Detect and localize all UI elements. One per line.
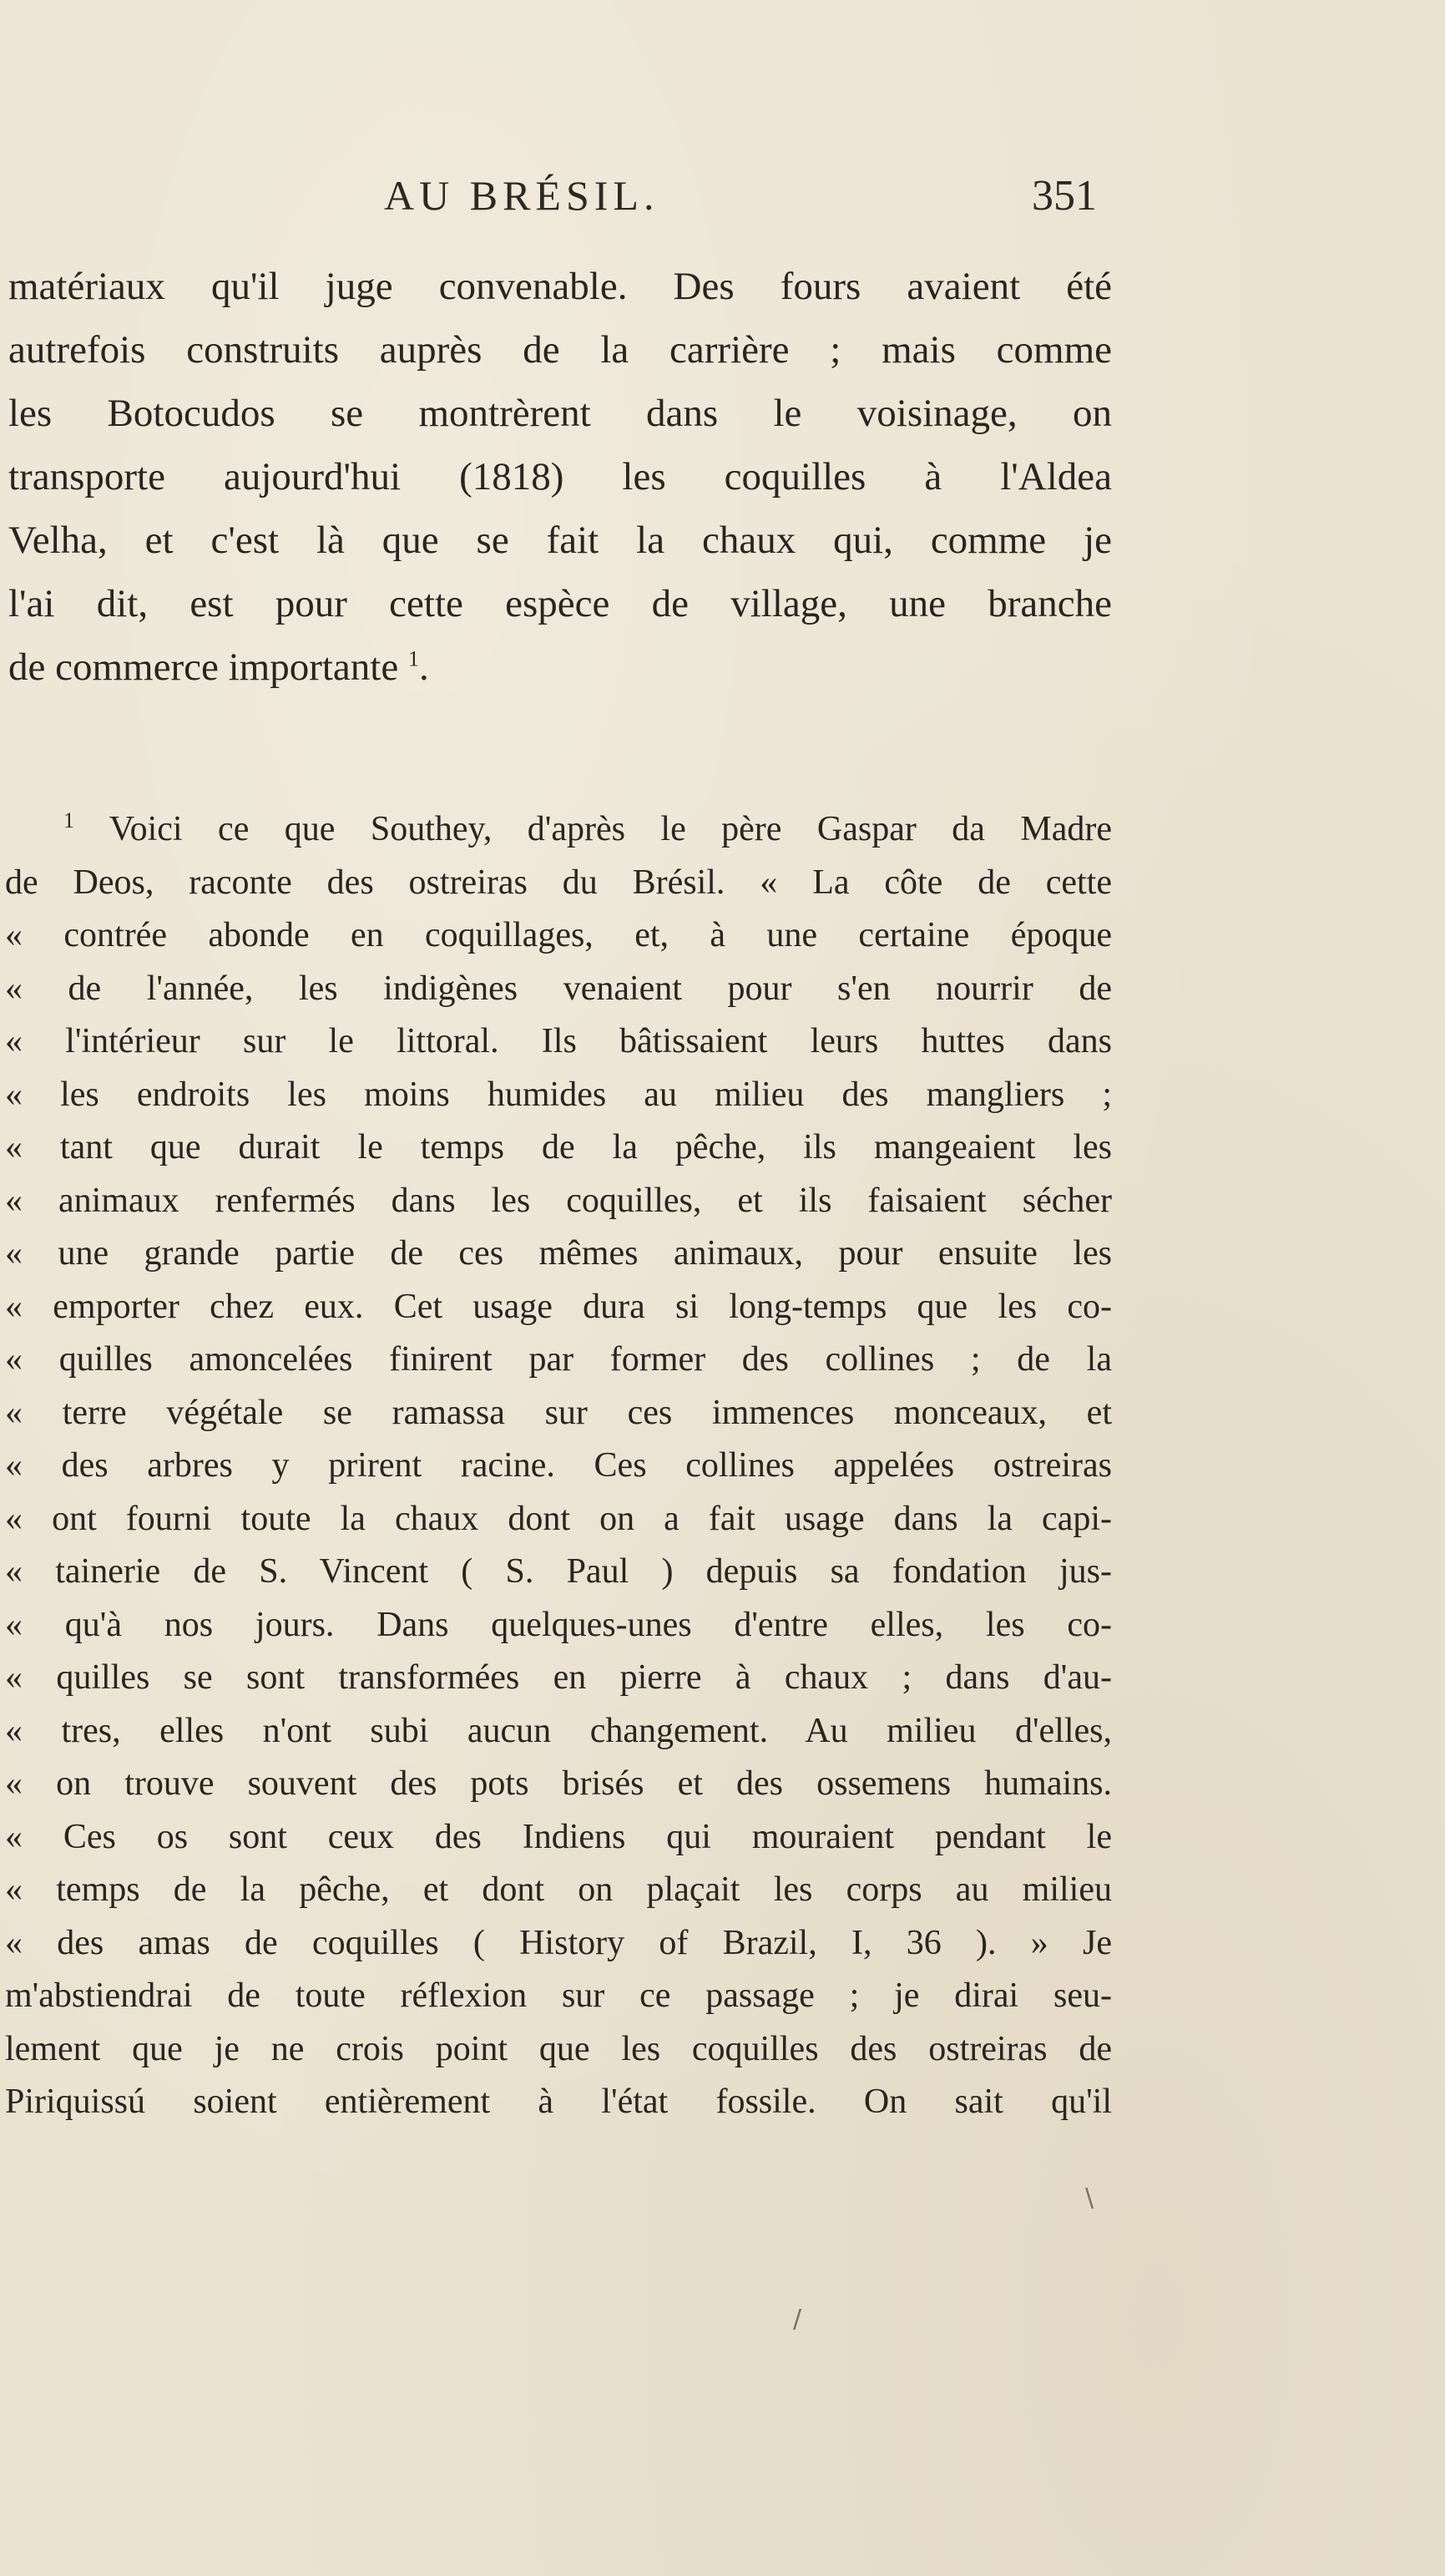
footnote-line: « tres, elles n'ont subi aucun changement. Au milieu d'elles,	[5, 1711, 1112, 1750]
text-line: transporte aujourd'hui (1818) les coquilles à l'Aldea	[8, 455, 1112, 498]
footnote-line: « ont fourni toute la chaux dont on a fait usage dans la capi-	[5, 1499, 1112, 1538]
text-line-last: de commerce importante $^1$.	[8, 645, 429, 689]
footnote-line: « une grande partie de ces mêmes animaux, pour ensuite les	[5, 1234, 1112, 1273]
text-line: l'ai dit, est pour cette espèce de village, une branche	[8, 582, 1112, 625]
page-header	[0, 171, 1445, 238]
footnote-line: « animaux renfermés dans les coquilles, et ils faisaient sécher	[5, 1181, 1112, 1220]
footnote-line: « de l'année, les indigènes venaient pour s'en nourrir de	[5, 969, 1112, 1008]
footnote-line: de Deos, raconte des ostreiras du Brésil. « La côte de cette	[5, 863, 1112, 902]
footnote-line: « temps de la pêche, et dont on plaçait les corps au milieu	[5, 1870, 1112, 1909]
text-line-content: de commerce importante	[8, 645, 399, 689]
footnote-line-first	[5, 803, 1112, 857]
footnote-line: « on trouve souvent des pots brisés et des ossemens humains.	[5, 1764, 1112, 1803]
footnote-line: « l'intérieur sur le littoral. Ils bâtissaient leurs huttes dans	[5, 1022, 1112, 1060]
text-line: Velha, et c'est là que se fait la chaux qui, comme je	[8, 519, 1112, 562]
footnote-line: « des amas de coquilles ( History of Brazil, I, 36 ). » Je	[5, 1923, 1112, 1962]
footnote-line: « des arbres y prirent racine. Ces collines appelées ostreiras	[5, 1446, 1112, 1485]
page-speck: /	[793, 2305, 802, 2334]
footnote-line: « quilles se sont transformées en pierre à chaux ; dans d'au-	[5, 1658, 1112, 1697]
footnote-line: Piriquissú soient entièrement à l'état fossile. On sait qu'il	[5, 2083, 1112, 2121]
footnote-reference: 1	[407, 646, 419, 671]
text-line: autrefois construits auprès de la carrière ; mais comme	[8, 328, 1112, 372]
footnote-line: « tainerie de S. Vincent ( S. Paul ) depuis sa fondation jus-	[5, 1552, 1112, 1591]
footnote-line: « les endroits les moins humides au milieu des mangliers ;	[5, 1075, 1112, 1114]
footnote-line: « tant que durait le temps de la pêche, ils mangeaient les	[5, 1128, 1112, 1167]
footnote-line: lement que je ne crois point que les coquilles des ostreiras de	[5, 2029, 1112, 2068]
footnote-line: « qu'à nos jours. Dans quelques-unes d'entre elles, les co-	[5, 1605, 1112, 1644]
running-title: AU BRÉSIL.	[384, 172, 659, 219]
page-number: 351	[1032, 172, 1097, 220]
footnote-line: « quilles amoncelées finirent par former des collines ; de la	[5, 1340, 1112, 1379]
text-line: les Botocudos se montrèrent dans le voisinage, on	[8, 392, 1112, 435]
footnote-line: « Ces os sont ceux des Indiens qui mouraient pendant le	[5, 1817, 1112, 1856]
footnote	[5, 803, 1112, 2129]
footnote-line: « emporter chez eux. Cet usage dura si long-temps que les co-	[5, 1287, 1112, 1326]
main-text	[8, 255, 1112, 699]
footnote-line: « contrée abonde en coquillages, et, à une certaine époque	[5, 916, 1112, 954]
text-line: matériaux qu'il juge convenable. Des fours avaient été	[8, 265, 1112, 308]
footnote-line: m'abstiendrai de toute réflexion sur ce passage ; je dirai seu-	[5, 1976, 1112, 2015]
footnote-line: « terre végétale se ramassa sur ces immences monceaux, et	[5, 1393, 1112, 1432]
footnote-marker: 1	[63, 808, 74, 833]
footnote-line-content: Voici ce que Southey, d'après le père Gaspar da Madre	[109, 810, 1112, 848]
page-speck: \	[1085, 2184, 1094, 2213]
